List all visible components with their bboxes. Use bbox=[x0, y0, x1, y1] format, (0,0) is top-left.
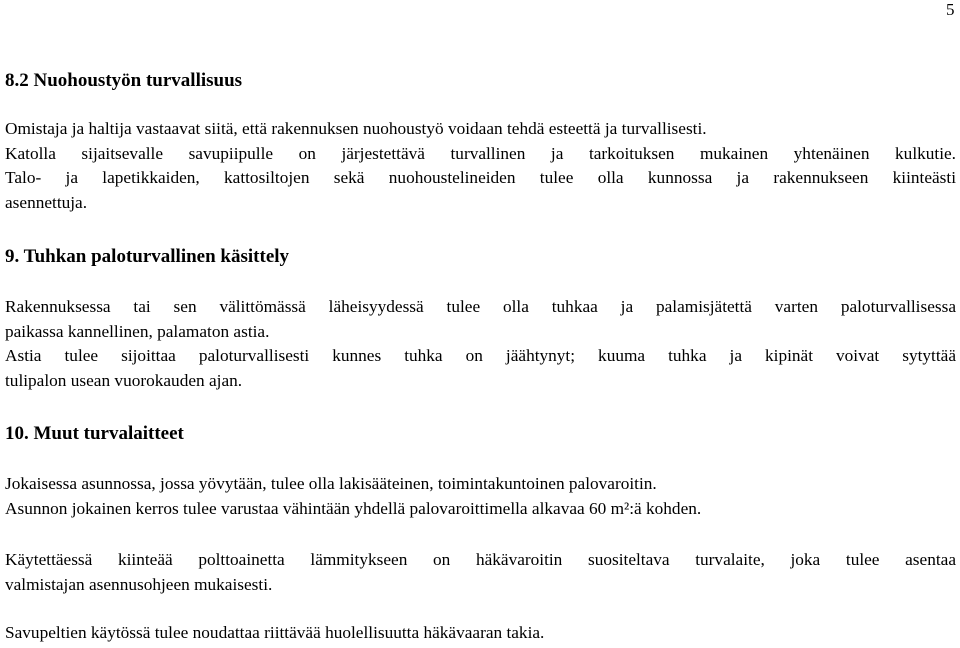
paragraph-line: Omistaja ja haltija vastaavat siitä, että rakennuksen nuohoustyö voidaan tehdä esteettä ja turvallisesti. bbox=[5, 119, 707, 138]
paragraph-savupellit bbox=[5, 621, 956, 646]
paragraph-hakavaroitin bbox=[5, 548, 956, 597]
section-heading-turvalaitteet: 10. Muut turvalaitteet bbox=[5, 423, 184, 444]
paragraph-line: Rakennuksessa tai sen välittömässä läheisyydessä tulee olla tuhkaa ja palamisjätettä varten paloturvallisessa bbox=[5, 297, 956, 316]
paragraph-line: Käytettäessä kiinteää polttoainetta lämmitykseen on häkävaroitin suositeltava turvalaite, joka tulee asentaa bbox=[5, 550, 956, 569]
paragraph-line: Talo- ja lapetikkaiden, kattosiltojen sekä nuohoustelineiden tulee olla kunnossa ja rakennukseen kiinteästi bbox=[5, 168, 956, 187]
paragraph-line: Asunnon jokainen kerros tulee varustaa vähintään yhdellä palovaroittimella alkavaa 60 m²:ä kohden. bbox=[5, 498, 702, 518]
paragraph-line: Astia tulee sijoittaa paloturvallisesti kunnes tuhka on jäähtynyt; kuuma tuhka ja kipinät voivat sytyttää bbox=[5, 346, 956, 365]
section-heading-nuohoustyo: 8.2 Nuohoustyön turvallisuus bbox=[5, 70, 243, 91]
paragraph-line: Jokaisessa asunnossa, jossa yövytään, tulee olla lakisääteinen, toimintakuntoinen palovaroitin. bbox=[5, 474, 657, 493]
paragraph-nuohoustyo bbox=[5, 117, 956, 215]
paragraph-line: asennettuja. bbox=[5, 192, 88, 212]
paragraph-line: valmistajan asennusohjeen mukaisesti. bbox=[5, 574, 273, 594]
paragraph-tuhka-1 bbox=[5, 295, 956, 393]
section-heading-tuhka: 9. Tuhkan paloturvallinen käsittely bbox=[5, 246, 290, 267]
page-number: 5 bbox=[946, 0, 955, 19]
paragraph-line: Savupeltien käytössä tulee noudattaa riittävää huolellisuutta häkävaaran takia. bbox=[5, 623, 545, 642]
paragraph-line: paikassa kannellinen, palamaton astia. bbox=[5, 321, 270, 341]
paragraph-line: tulipalon usean vuorokauden ajan. bbox=[5, 370, 243, 390]
paragraph-line: Katolla sijaitsevalle savupiipulle on järjestettävä turvallinen ja tarkoituksen mukainen yhtenäinen kulkutie. bbox=[5, 143, 956, 163]
paragraph-palovaroitin bbox=[5, 472, 956, 521]
